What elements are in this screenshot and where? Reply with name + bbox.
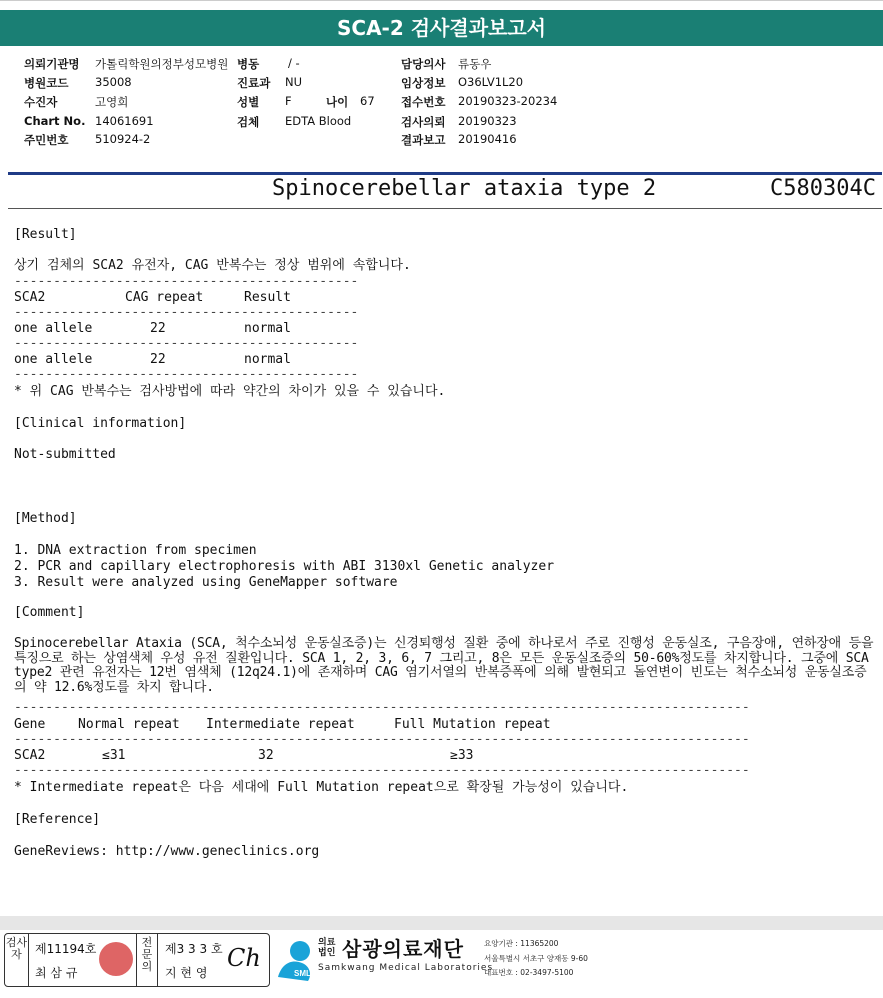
request-label: 검사의뢰 [401, 115, 446, 129]
reference-text: GeneReviews: http://www.geneclinics.org [14, 844, 320, 859]
intermediate-col-header: Intermediate repeat [206, 717, 355, 732]
clinical-info-label: 임상정보 [401, 76, 446, 90]
row2-repeat: 22 [150, 352, 166, 367]
seal-stamp-icon [99, 942, 133, 976]
row2-allele: one allele [14, 352, 93, 367]
org-prefix-line1: 의료 [318, 938, 336, 948]
method-heading: [Method] [14, 511, 77, 526]
divider: -------------------------------------------- [14, 367, 359, 382]
ward-label: 병동 [237, 57, 260, 71]
dept-value: NU [285, 75, 303, 89]
divider: ---------------------------------------------------------------------------------------------- [14, 732, 750, 747]
org-code: 요양기관 : 11365200 [484, 939, 559, 948]
inspector-license: 제11194호 [35, 942, 97, 956]
report-date-value: 20190416 [458, 132, 517, 146]
receipt-value: 20190323-20234 [458, 94, 558, 108]
code-label: 병원코드 [24, 76, 69, 90]
top-border [0, 0, 883, 7]
specimen-value: EDTA Blood [285, 114, 352, 128]
code-value: 35008 [95, 75, 132, 89]
col-result-header: Result [244, 290, 291, 305]
inspector-label: 검사자 [5, 934, 29, 986]
col-repeat-header: CAG repeat [125, 290, 204, 305]
sex-value: F [285, 94, 292, 108]
receipt-label: 접수번호 [401, 95, 446, 109]
institution-value: 가톨릭학원의정부성모병원 [95, 57, 229, 71]
request-value: 20190323 [458, 114, 517, 128]
comment-note: * Intermediate repeat은 다음 세대에 Full Mutation repeat으로 확장될 가능성이 있습니다. [14, 780, 629, 795]
divider: -------------------------------------------- [14, 305, 359, 320]
sml-logo-icon [272, 933, 318, 983]
report-code: C580304C [770, 176, 876, 201]
patient-header [0, 52, 883, 162]
dept-label: 진료과 [237, 76, 271, 90]
patient-label: 수진자 [24, 95, 58, 109]
doctor-value: 류동우 [458, 57, 492, 71]
specimen-label: 검체 [237, 115, 260, 129]
report-title: Spinocerebellar ataxia type 2 [272, 176, 657, 201]
inspector-name: 최 삼 규 [35, 966, 78, 980]
row1-result: normal [244, 321, 291, 336]
patient-value: 고영희 [95, 95, 129, 109]
row1-allele: one allele [14, 321, 93, 336]
chart-label: Chart No. [24, 114, 86, 128]
id-label: 주민번호 [24, 133, 69, 147]
clinical-text: Not-submitted [14, 447, 116, 462]
method-item-1: 1. DNA extraction from specimen [14, 543, 257, 558]
reference-heading: [Reference] [14, 812, 101, 827]
logo-text: SML [294, 969, 311, 978]
org-phone: 대표번호 : 02-3497-5100 [484, 968, 574, 977]
doctor-label: 담당의사 [401, 57, 446, 71]
table-intermediate-value: 32 [258, 748, 274, 763]
specialist-label: 전문의 [136, 934, 158, 986]
method-item-3: 3. Result were analyzed using GeneMapper software [14, 575, 398, 590]
table-normal-value: ≤31 [102, 748, 126, 763]
age-label: 나이 [326, 95, 349, 109]
divider: -------------------------------------------- [14, 336, 359, 351]
comment-heading: [Comment] [14, 605, 85, 620]
signature-box [4, 933, 270, 987]
row1-repeat: 22 [150, 321, 166, 336]
row2-result: normal [244, 352, 291, 367]
sex-label: 성별 [237, 95, 260, 109]
title-rule-bottom [8, 208, 882, 209]
result-summary: 상기 검체의 SCA2 유전자, CAG 반복수는 정상 범위에 속합니다. [14, 258, 411, 273]
gene-col-header: Gene [14, 717, 46, 732]
method-item-2: 2. PCR and capillary electrophoresis with ABI 3130xl Genetic analyzer [14, 559, 555, 574]
title-rule-top [8, 172, 882, 175]
report-date-label: 결과보고 [401, 133, 446, 147]
table-gene-value: SCA2 [14, 748, 46, 763]
normal-col-header: Normal repeat [78, 717, 180, 732]
id-value: 510924-2 [95, 132, 151, 146]
table-full-value: ≥33 [450, 748, 474, 763]
org-prefix-line2: 법인 [318, 948, 336, 958]
specialist-name: 지 현 영 [165, 966, 208, 980]
result-note: * 위 CAG 반복수는 검사방법에 따라 약간의 차이가 있을 수 있습니다. [14, 384, 446, 399]
col-gene-header: SCA2 [14, 290, 46, 305]
org-prefix [318, 938, 335, 958]
result-heading: [Result] [14, 227, 77, 242]
org-english: Samkwang Medical Laboratories [318, 963, 494, 973]
org-name: 삼광의료재단 [342, 937, 464, 961]
age-value: 67 [360, 94, 375, 108]
comment-text: Spinocerebellar Ataxia (SCA, 척수소뇌성 운동실조증)는 신경퇴행성 질환 중에 하나로서 주로 진행성 운동실조, 구음장애, 연하장애 등을 특징으로 하는 상염색체 우성 유전 질환입니다. SCA 1, 2, 3, 6, 7 그리고, 8은 모든 운동실조증의 50-60%정도를 차지합니다. 그중에 SCA type2 관련 유전자는 12번 염색체 (12q24.1)에 존재하며 CAG 염기서열의 반복증폭에 의해 발현되고 돌연변이 빈도는 척수소뇌성 운동실조증의 약 12.6%정도를 차지 합니다. [14, 636, 874, 695]
full-mutation-col-header: Full Mutation repeat [394, 717, 551, 732]
report-banner: SCA-2 검사결과보고서 [0, 10, 883, 46]
org-address: 서울특별시 서초구 양재동 9-60 [484, 954, 588, 963]
signature-icon: Ch [227, 944, 261, 972]
clinical-info-value: O36LV1L20 [458, 75, 524, 89]
footer-divider [0, 916, 883, 930]
clinical-heading: [Clinical information] [14, 416, 187, 431]
chart-value: 14061691 [95, 114, 154, 128]
ward-value: / - [288, 56, 300, 70]
institution-label: 의뢰기관명 [24, 57, 80, 71]
specialist-license: 제3 3 3 호 [165, 942, 223, 956]
divider: ---------------------------------------------------------------------------------------------- [14, 700, 750, 715]
divider: ---------------------------------------------------------------------------------------------- [14, 763, 750, 778]
divider: -------------------------------------------- [14, 274, 359, 289]
